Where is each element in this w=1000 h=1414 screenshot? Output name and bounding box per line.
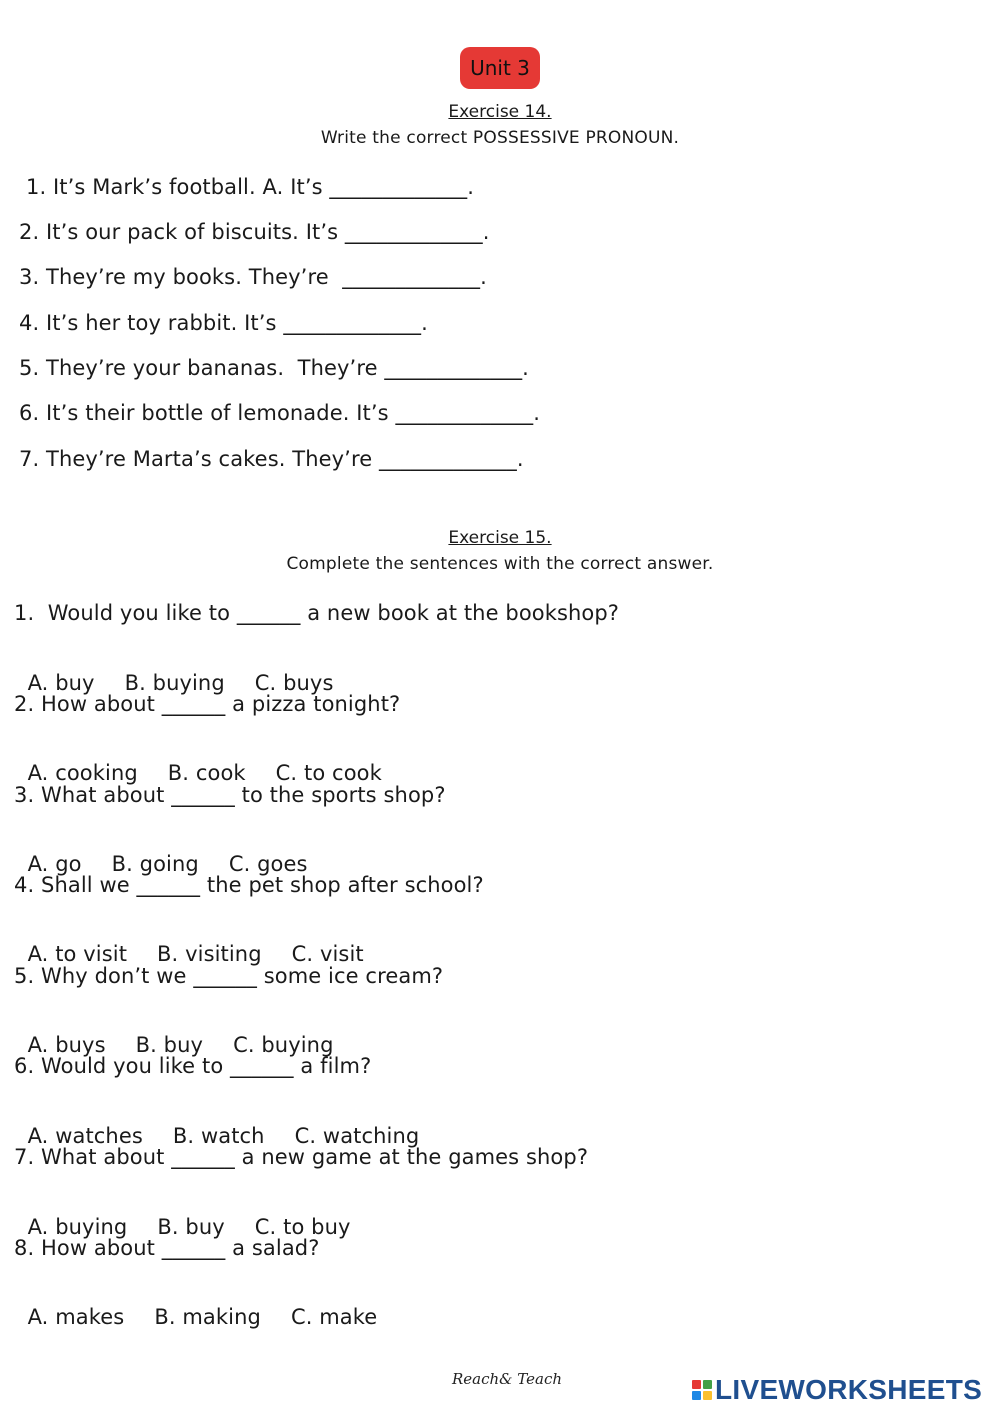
exercise-15-question-5: 5. Why don’t we ______ some ice cream? [14, 964, 444, 988]
option-c: C. buying [233, 1033, 334, 1057]
exercise-15-question-1: 1. Would you like to ______ a new book at the bookshop? [14, 601, 620, 625]
option-b: B. buy [157, 1215, 225, 1239]
exercise-15-question-6: 6. Would you like to ______ a film? [14, 1054, 372, 1078]
exercise-14-title: Exercise 14. [448, 102, 552, 122]
option-a: A. makes [27, 1305, 125, 1329]
option-a: A. buying [27, 1215, 128, 1239]
liveworksheets-logo[interactable] [692, 1374, 982, 1406]
option-c: C. to cook [275, 761, 382, 785]
exercise-15-question-4: 4. Shall we ______ the pet shop after school? [14, 873, 484, 897]
exercise-15-question-8: 8. How about ______ a salad? [14, 1236, 320, 1260]
option-a: A. buy [27, 671, 95, 695]
option-b: B. buy [135, 1033, 204, 1057]
exercise-15-title: Exercise 15. [448, 528, 552, 548]
option-c: C. to buy [254, 1215, 351, 1239]
exercise-15-options-1 [14, 647, 334, 695]
exercise-14-item-2: 2. It’s our pack of biscuits. It’s _____________. [19, 220, 490, 244]
exercise-15-question-2: 2. How about ______ a pizza tonight? [14, 692, 401, 716]
option-b: B. buying [124, 671, 225, 695]
unit-badge: Unit 3 [460, 47, 540, 89]
exercise-15-instruction: Complete the sentences with the correct answer. [286, 554, 714, 574]
exercise-15-options-7 [14, 1191, 351, 1239]
liveworksheets-logo-icon [692, 1380, 712, 1400]
option-c: C. make [290, 1305, 378, 1329]
exercise-15-options-6 [14, 1100, 419, 1148]
exercise-15-options-4 [14, 918, 364, 966]
option-c: C. buys [254, 671, 334, 695]
option-b: B. visiting [157, 942, 262, 966]
exercise-14-item-7: 7. They’re Marta’s cakes. They’re _____________. [19, 447, 524, 471]
option-c: C. watching [294, 1124, 420, 1148]
option-b: B. making [154, 1305, 261, 1329]
exercise-15-options-3 [14, 828, 308, 876]
option-a: A. to visit [27, 942, 128, 966]
option-b: B. watch [172, 1124, 265, 1148]
option-a: A. go [27, 852, 82, 876]
exercise-14-instruction: Write the correct POSSESSIVE PRONOUN. [320, 128, 680, 148]
reach-and-teach-signature: Reach& Teach [452, 1370, 563, 1388]
option-a: A. cooking [27, 761, 138, 785]
exercise-14-item-6: 6. It’s their bottle of lemonade. It’s _____________. [19, 401, 541, 425]
exercise-15-question-7: 7. What about ______ a new game at the games shop? [14, 1145, 589, 1169]
exercise-15-question-3: 3. What about ______ to the sports shop? [14, 783, 446, 807]
exercise-15-options-5 [14, 1009, 334, 1057]
exercise-15-options-8 [14, 1281, 377, 1329]
exercise-14-item-1: 1. It’s Mark’s football. A. It’s _____________. [26, 175, 474, 199]
option-a: A. watches [27, 1124, 143, 1148]
exercise-14-item-4: 4. It’s her toy rabbit. It’s _____________. [19, 311, 428, 335]
option-c: C. goes [228, 852, 308, 876]
option-a: A. buys [27, 1033, 106, 1057]
option-b: B. cook [167, 761, 246, 785]
option-c: C. visit [291, 942, 364, 966]
exercise-14-item-3: 3. They’re my books. They’re _____________. [19, 265, 487, 289]
exercise-14-item-5: 5. They’re your bananas. They’re _____________. [19, 356, 529, 380]
exercise-15-options-2 [14, 737, 382, 785]
option-b: B. going [111, 852, 199, 876]
liveworksheets-logo-text: LIVEWORKSHEETS [715, 1374, 983, 1405]
